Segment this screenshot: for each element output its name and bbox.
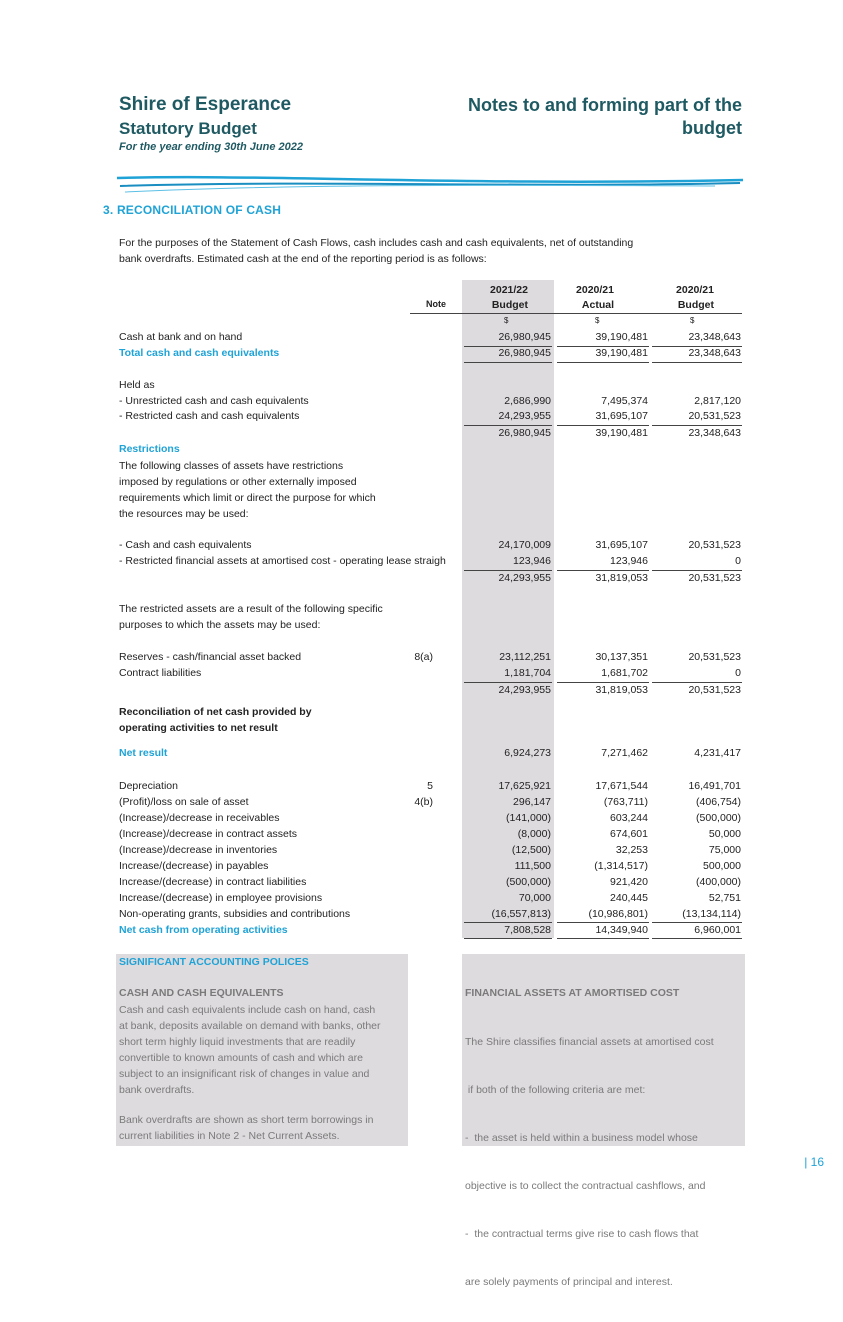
text-line: at bank, deposits available on demand with banks, other	[119, 1020, 381, 1032]
text-line: The Shire classifies financial assets at amortised cost	[465, 1036, 714, 1048]
value-col3: (500,000)	[696, 812, 741, 824]
table-row	[0, 780, 843, 795]
value-col2: 31,695,107	[595, 410, 648, 422]
text-line: short term highly liquid investments that are readily	[119, 1036, 356, 1048]
col2-year: 2020/21	[576, 284, 614, 296]
intro-paragraph	[119, 235, 679, 267]
value-col3: 4,231,417	[694, 747, 741, 759]
table-row	[0, 347, 843, 362]
value-col2: 14,349,940	[595, 924, 648, 936]
policy-heading: CASH AND CASH EQUIVALENTS	[119, 987, 284, 999]
value-col2: 32,253	[615, 844, 648, 856]
table-row	[0, 331, 843, 346]
value-col1: 17,625,921	[498, 780, 551, 792]
value-col3: 20,531,523	[688, 410, 741, 422]
row-label: - Restricted financial assets at amortised cost - operating lease straigh	[119, 555, 446, 567]
value-col2: 7,271,462	[601, 747, 648, 759]
row-note: 5	[427, 780, 433, 792]
row-note: 4(b)	[414, 796, 433, 808]
value-col2: 17,671,544	[595, 780, 648, 792]
col3-header	[650, 283, 714, 313]
col2-unit: $	[595, 316, 600, 325]
value-col3: (400,000)	[696, 876, 741, 888]
col3-year: 2020/21	[676, 284, 714, 296]
col2-type: Actual	[581, 299, 614, 311]
col2-header	[556, 283, 614, 313]
table-row	[0, 379, 843, 394]
document-title: Statutory Budget	[119, 119, 257, 138]
row-label: Increase/(decrease) in payables	[119, 860, 269, 872]
value-col1: (500,000)	[506, 876, 551, 888]
text-line: convertible to known amounts of cash and which are	[119, 1052, 363, 1064]
value-col2: (1,314,517)	[594, 860, 648, 872]
value-col1: (16,557,813)	[491, 908, 551, 920]
table-row	[0, 443, 843, 458]
value-col3: 500,000	[703, 860, 741, 872]
value-col3: 20,531,523	[688, 539, 741, 551]
value-col3: 20,531,523	[688, 572, 741, 584]
row-label: Reserves - cash/financial asset backed	[119, 651, 302, 663]
text-line: imposed by regulations or other externally imposed	[119, 476, 357, 488]
period-subtitle: For the year ending 30th June 2022	[119, 141, 304, 153]
col1-header	[462, 283, 528, 313]
table-row	[0, 427, 843, 442]
value-col2: 123,946	[610, 555, 648, 567]
value-col3: (406,754)	[696, 796, 741, 808]
value-col3: 23,348,643	[688, 427, 741, 439]
table-row	[0, 539, 843, 554]
text-line: Reconciliation of net cash provided by	[119, 706, 312, 718]
table-row	[0, 860, 843, 875]
policy-text	[119, 1002, 381, 1098]
row-label: - Cash and cash equivalents	[119, 539, 252, 551]
value-col1: 23,112,251	[499, 651, 551, 663]
value-col2: 31,819,053	[595, 572, 648, 584]
value-col2: 240,445	[610, 892, 648, 904]
col3-type: Budget	[677, 299, 714, 311]
text-line: objective is to collect the contractual cashflows, and	[465, 1180, 706, 1192]
policy-text	[119, 1112, 373, 1144]
row-label: - Restricted cash and cash equivalents	[119, 410, 300, 422]
value-col1: 111,500	[514, 860, 551, 872]
row-label: Increase/(decrease) in employee provisions	[119, 892, 323, 904]
text-line: The following classes of assets have restrictions	[119, 460, 344, 472]
row-label: - Unrestricted cash and cash equivalents	[119, 395, 309, 407]
col1-type: Budget	[491, 299, 528, 311]
policies-title: SIGNIFICANT ACCOUNTING POLICES	[119, 956, 309, 968]
reconciliation-heading	[119, 704, 312, 736]
text-line: operating activities to net result	[119, 722, 278, 734]
value-col3: 2,817,120	[694, 395, 741, 407]
policy-box-cash	[116, 954, 408, 1146]
text-line: requirements which limit or direct the purpose for which	[119, 492, 376, 504]
value-col1: 6,924,273	[504, 747, 551, 759]
table-row	[0, 410, 843, 425]
value-col3: 0	[735, 555, 741, 567]
table-row	[0, 684, 843, 699]
value-col1: 2,686,990	[504, 395, 551, 407]
table-row	[0, 796, 843, 811]
table-row	[0, 747, 843, 762]
text-line: purposes to which the assets may be used:	[119, 619, 321, 631]
section-title: 3. RECONCILIATION OF CASH	[103, 203, 282, 217]
table-row	[0, 572, 843, 587]
value-col1: 1,181,704	[504, 667, 551, 679]
row-label: Total cash and cash equivalents	[119, 347, 280, 359]
value-col3: 75,000	[708, 844, 741, 856]
row-label: Contract liabilities	[119, 667, 202, 679]
value-col3: 0	[735, 667, 741, 679]
value-col1: (141,000)	[506, 812, 551, 824]
value-col2: 674,601	[610, 828, 648, 840]
value-col1: 70,000	[518, 892, 551, 904]
note-column-header: Note	[426, 299, 446, 309]
header-rule	[410, 313, 742, 314]
value-col3: (13,134,114)	[682, 908, 741, 920]
row-label: Restrictions	[119, 443, 180, 455]
table-row	[0, 555, 843, 570]
row-label: Depreciation	[119, 780, 178, 792]
text-line: if both of the following criteria are met:	[465, 1084, 646, 1096]
text-line: current liabilities in Note 2 - Net Current Assets.	[119, 1130, 340, 1142]
value-col1: (8,000)	[517, 828, 551, 840]
row-label: Net cash from operating activities	[119, 924, 288, 936]
row-label: (Profit)/loss on sale of asset	[119, 796, 249, 808]
value-col1: 296,147	[513, 796, 551, 808]
table-row	[0, 876, 843, 891]
intro-line-1: For the purposes of the Statement of Cash Flows, cash includes cash and cash equivalents, net of outstanding	[119, 237, 634, 249]
col1-unit: $	[504, 316, 509, 325]
value-col3: 50,000	[708, 828, 741, 840]
table-row	[0, 395, 843, 410]
col1-year: 2021/22	[490, 284, 528, 296]
table-row	[0, 667, 843, 682]
table-row	[0, 924, 843, 939]
col3-unit: $	[690, 316, 695, 325]
intro-line-2: bank overdrafts. Estimated cash at the end of the reporting period is as follows:	[119, 253, 487, 265]
value-col1: 24,170,009	[498, 539, 551, 551]
policy-box-financial-assets	[462, 954, 745, 1288]
row-label: (Increase)/decrease in inventories	[119, 844, 278, 856]
value-col3: 16,491,701	[688, 780, 741, 792]
value-col2: 31,695,107	[595, 539, 648, 551]
text-line: Cash and cash equivalents include cash on hand, cash	[119, 1004, 376, 1016]
text-line: The restricted assets are a result of the following specific	[119, 603, 383, 615]
purposes-paragraph	[119, 601, 383, 633]
value-col1: 24,293,955	[498, 684, 551, 696]
row-label: Net result	[119, 747, 168, 759]
value-col3: 6,960,001	[694, 924, 741, 936]
value-col1: 26,980,945	[498, 427, 551, 439]
value-col2: 31,819,053	[595, 684, 648, 696]
brush-stroke-divider	[115, 172, 745, 196]
row-label: Cash at bank and on hand	[119, 331, 243, 343]
value-col1: 123,946	[513, 555, 551, 567]
value-col2: 30,137,351	[595, 651, 648, 663]
row-label: Held as	[119, 379, 155, 391]
value-col1: 7,808,528	[504, 924, 551, 936]
text-line: the resources may be used:	[119, 508, 249, 520]
page-number: | 16	[804, 1155, 824, 1169]
table-row	[0, 828, 843, 843]
value-col2: 39,190,481	[595, 331, 648, 343]
notes-heading	[468, 94, 742, 140]
restrictions-paragraph	[119, 458, 376, 522]
text-line: - the contractual terms give rise to cash flows that	[465, 1228, 699, 1240]
row-label: Increase/(decrease) in contract liabilities	[119, 876, 307, 888]
table-row	[0, 651, 843, 666]
row-label: (Increase)/decrease in contract assets	[119, 828, 297, 840]
table-row	[0, 908, 843, 923]
text-line: - the asset is held within a business model whose	[465, 1132, 698, 1144]
notes-heading-line2: budget	[682, 118, 742, 138]
value-col1: 24,293,955	[498, 572, 551, 584]
row-label: (Increase)/decrease in receivables	[119, 812, 280, 824]
row-label: Non-operating grants, subsidies and contributions	[119, 908, 351, 920]
notes-heading-line1: Notes to and forming part of the	[468, 95, 742, 115]
value-col1: 24,293,955	[498, 410, 551, 422]
value-col2: (10,986,801)	[588, 908, 648, 920]
value-col3: 23,348,643	[688, 331, 741, 343]
value-col2: (763,711)	[603, 796, 648, 808]
value-col2: 7,495,374	[601, 395, 648, 407]
value-col2: 39,190,481	[595, 347, 648, 359]
value-col3: 20,531,523	[688, 651, 741, 663]
text-line: Bank overdrafts are shown as short term borrowings in	[119, 1114, 374, 1126]
text-line: bank overdrafts.	[119, 1084, 195, 1096]
value-col2: 603,244	[610, 812, 648, 824]
text-line: subject to an insignificant risk of changes in value and	[119, 1068, 370, 1080]
table-row	[0, 812, 843, 827]
value-col1: 26,980,945	[498, 331, 551, 343]
row-note: 8(a)	[414, 651, 433, 663]
text-line: are solely payments of principal and interest.	[465, 1276, 673, 1288]
policy-text	[465, 1002, 714, 1322]
policy-heading: FINANCIAL ASSETS AT AMORTISED COST	[465, 987, 680, 999]
value-col3: 52,751	[708, 892, 741, 904]
table-row	[0, 844, 843, 859]
value-col3: 23,348,643	[688, 347, 741, 359]
value-col1: 26,980,945	[498, 347, 551, 359]
table-row	[0, 892, 843, 907]
value-col1: (12,500)	[511, 844, 551, 856]
value-col3: 20,531,523	[688, 684, 741, 696]
value-col2: 921,420	[610, 876, 648, 888]
value-col2: 1,681,702	[601, 667, 648, 679]
value-col2: 39,190,481	[595, 427, 648, 439]
org-name: Shire of Esperance	[119, 94, 292, 115]
